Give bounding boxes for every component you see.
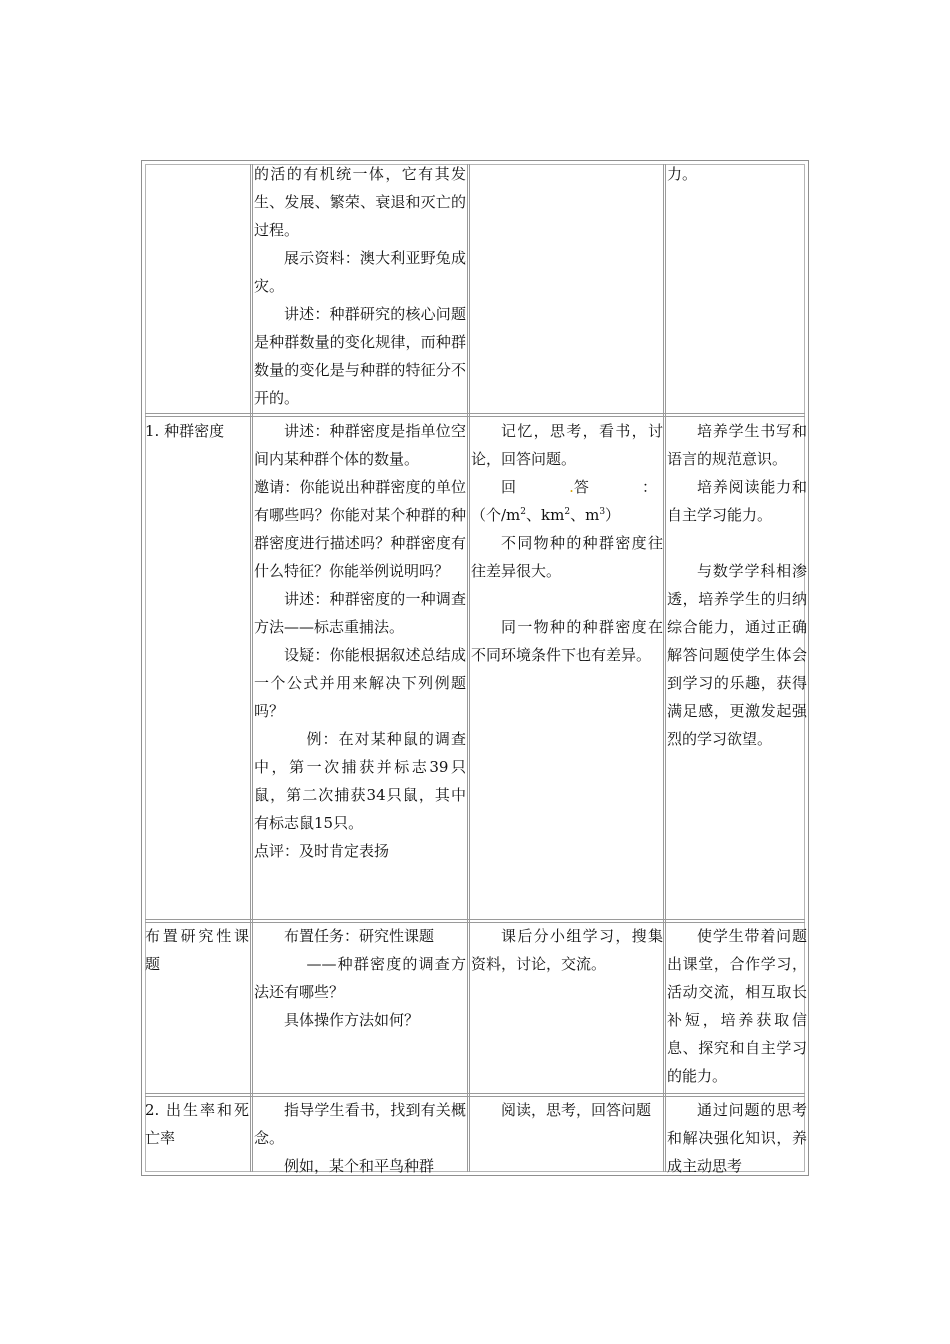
row3-teacher-activity: [254, 922, 466, 1034]
row3-design-intent: [667, 922, 807, 1090]
units-line: （个$/m^2$、$km^2$、$m^3$）: [471, 506, 621, 524]
paragraph: 与数学学科相渗透，培养学生的归纳综合能力，通过正确解答问题使学生体会到学习的乐趣，获得满足感，更激发起强烈的学习欲望。: [667, 562, 807, 748]
row3-student-activity: [471, 922, 663, 978]
answer-char: .答: [569, 478, 589, 496]
paragraph: 邀请：你能说出种群密度的单位有哪些吗？你能对某个种群的种群密度进行描述吗？种群密度有什么特征？你能举例说明吗？: [254, 478, 466, 580]
row3-topic: [145, 922, 249, 978]
paragraph: 指导学生看书，找到有关概念。: [254, 1101, 466, 1147]
paragraph: 培养学生书写和语言的规范意识。: [667, 422, 807, 468]
paragraph: 点评：及时肯定表扬: [254, 842, 390, 860]
row2-teacher-activity: [254, 417, 466, 865]
answer-line: [471, 473, 663, 501]
paragraph: 的活的有机统一体，它有其发生、发展、繁荣、衰退和灭亡的过程。: [254, 165, 466, 239]
paragraph: 记忆，思考，看书，讨论，回答问题。: [471, 422, 663, 468]
column-divider: [467, 164, 470, 1172]
paragraph: 同一物种的种群密度在不同环境条件下也有差异。: [471, 618, 663, 664]
paragraph: 课后分小组学习，搜集资料，讨论，交流。: [471, 927, 663, 973]
paragraph: 布置研究性课题: [145, 927, 249, 973]
paragraph: 培养阅读能力和自主学习能力。: [667, 478, 807, 524]
column-divider: [663, 164, 666, 1172]
paragraph: 例如，某个和平鸟种群: [284, 1157, 435, 1174]
paragraph: 讲述：种群密度的一种调查方法——标志重捕法。: [254, 590, 466, 636]
row4-teacher-activity: [254, 1096, 466, 1174]
paragraph: 讲述：种群研究的核心问题是种群数量的变化规律，而种群数量的变化是与种群的特征分不开的。: [254, 305, 466, 407]
paragraph: ——种群密度的调查方法还有哪些？: [254, 955, 466, 1001]
paragraph: 通过问题的思考和解决强化知识，养成主动思考: [667, 1101, 807, 1174]
marker-dot: .: [569, 478, 574, 496]
paragraph: 2. 出生率和死亡率: [145, 1101, 249, 1147]
row2-topic: [145, 417, 249, 445]
paragraph: 布置任务：研究性课题: [284, 927, 435, 945]
answer-char: ：: [641, 478, 657, 496]
paragraph: 力。: [667, 165, 698, 183]
row2-design-intent: [667, 417, 807, 753]
paragraph: 展示资料：澳大利亚野兔成灾。: [254, 249, 466, 295]
paragraph: 具体操作方法如何？: [284, 1011, 420, 1029]
row2-student-activity: [471, 417, 663, 669]
row4-topic: [145, 1096, 249, 1152]
row4-design-intent: [667, 1096, 807, 1174]
paragraph: 讲述：种群密度是指单位空间内某种群个体的数量。: [254, 422, 466, 468]
answer-char: 回: [501, 478, 517, 496]
column-divider: [250, 164, 253, 1172]
row1-design-intent: [667, 160, 807, 188]
row1-teacher-activity: [254, 160, 466, 412]
row4-student-activity: [471, 1096, 663, 1124]
paragraph: 使学生带着问题出课堂，合作学习，活动交流，相互取长补短，培养获取信息、探究和自主学习的能力。: [667, 927, 807, 1085]
paragraph: 不同物种的种群密度往往差异很大。: [471, 534, 663, 580]
paragraph: 1. 种群密度: [145, 422, 225, 440]
paragraph: 设疑：你能根据叙述总结成一个公式并用来解决下列例题吗？: [254, 646, 466, 720]
paragraph: 例：在对某种鼠的调查中，第一次捕获并标志39只鼠，第二次捕获34只鼠，其中有标志鼠15只。: [254, 730, 466, 832]
paragraph: 阅读，思考，回答问题: [501, 1101, 652, 1119]
